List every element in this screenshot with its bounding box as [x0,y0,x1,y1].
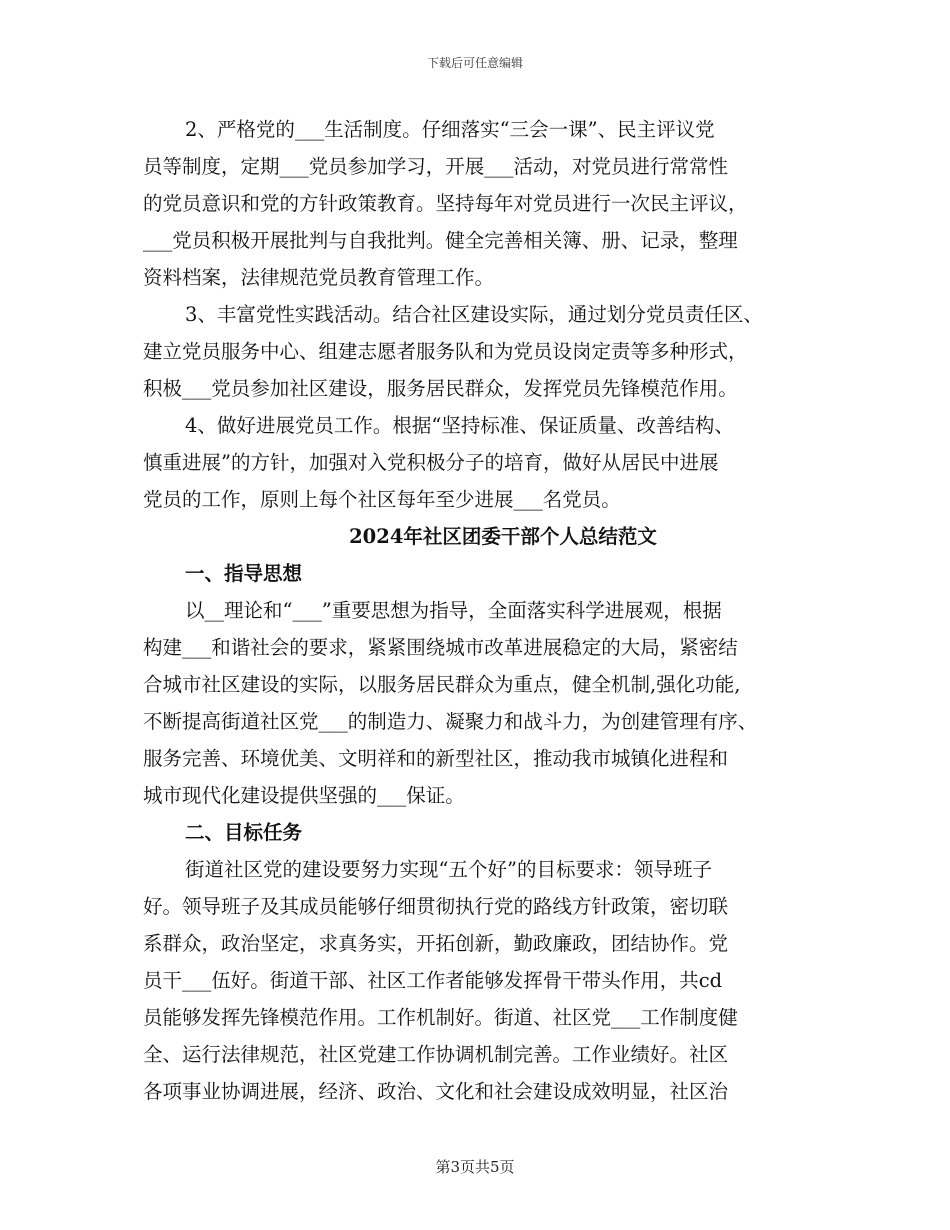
paragraph-start-line: 3、丰富党性实践活动。结合社区建设实际，通过划分党员责任区、 [185,303,763,326]
page-indicator: 第3页共5页 [435,1158,515,1176]
body-line: 员能够发挥先锋模范作用。工作机制好。街道、社区党___工作制度健 [143,1006,738,1029]
body-line: 各项事业协调进展，经济、政治、文化和社会建设成效明显，社区治 [143,1080,729,1103]
body-line: 合城市社区建设的实际，以服务居民群众为重点，健全机制,强化功能, [143,673,741,696]
body-line: ___党员积极开展批判与自我批判。健全完善相关簿、册、记录，整理 [143,229,738,252]
section-heading: 一、指导思想 [185,562,303,585]
body-line: 城市现代化建设提供坚强的___保证。 [143,784,465,807]
paragraph-start-line: 街道社区党的建设要努力实现“五个好”的目标要求：领导班子 [185,858,712,881]
body-line: 全、运行法律规范，社区党建工作协调机制完善。工作业绩好。社区 [143,1043,729,1066]
body-line: 建立党员服务中心、组建志愿者服务队和为党员设岗定责等多种形式， [143,340,748,363]
section-heading: 二、目标任务 [185,821,303,844]
body-line: 党员的工作，原则上每个社区每年至少进展___名党员。 [143,488,621,511]
body-line: 好。领导班子及其成员能够仔细贯彻执行党的路线方针政策，密切联 [143,895,729,918]
body-line: 员干___伍好。街道干部、社区工作者能够发挥骨干带头作用，共cd [143,969,723,992]
paragraph-start-line: 以__理论和“___”重要思想为指导，全面落实科学进展观，根据 [185,599,722,622]
section-title: 2024年社区团委干部个人总结范文 [349,525,657,548]
paragraph-start-line: 2、严格党的___生活制度。仔细落实“三会一课”、民主评议党 [185,118,715,141]
body-line: 积极___党员参加社区建设，服务居民群众，发挥党员先锋模范作用。 [143,377,738,400]
body-line: 构建___和谐社会的要求，紧紧围绕城市改革进展稳定的大局，紧密结 [143,636,738,659]
body-line: 系群众，政治坚定，求真务实，开拓创新，勤政廉政，团结协作。党 [143,932,729,955]
document-body [143,111,823,1110]
body-line: 慎重进展”的方针，加强对入党积极分子的培育，做好从居民中进展 [143,451,719,474]
header-note: 下载后可任意编辑 [426,56,523,70]
body-line: 员等制度，定期___党员参加学习，开展___活动，对党员进行常常性 [143,155,729,178]
paragraph-start-line: 4、做好进展党员工作。根据“坚持标准、保证质量、改善结构、 [185,414,734,437]
body-line: 不断提高街道社区党___的制造力、凝聚力和战斗力，为创建管理有序、 [143,710,758,733]
body-line: 服务完善、环境优美、文明祥和的新型社区，推动我市城镇化进程和 [143,747,729,770]
body-line: 资料档案，法律规范党员教育管理工作。 [143,266,495,289]
body-line: 的党员意识和党的方针政策教育。坚持每年对党员进行一次民主评议， [143,192,748,215]
